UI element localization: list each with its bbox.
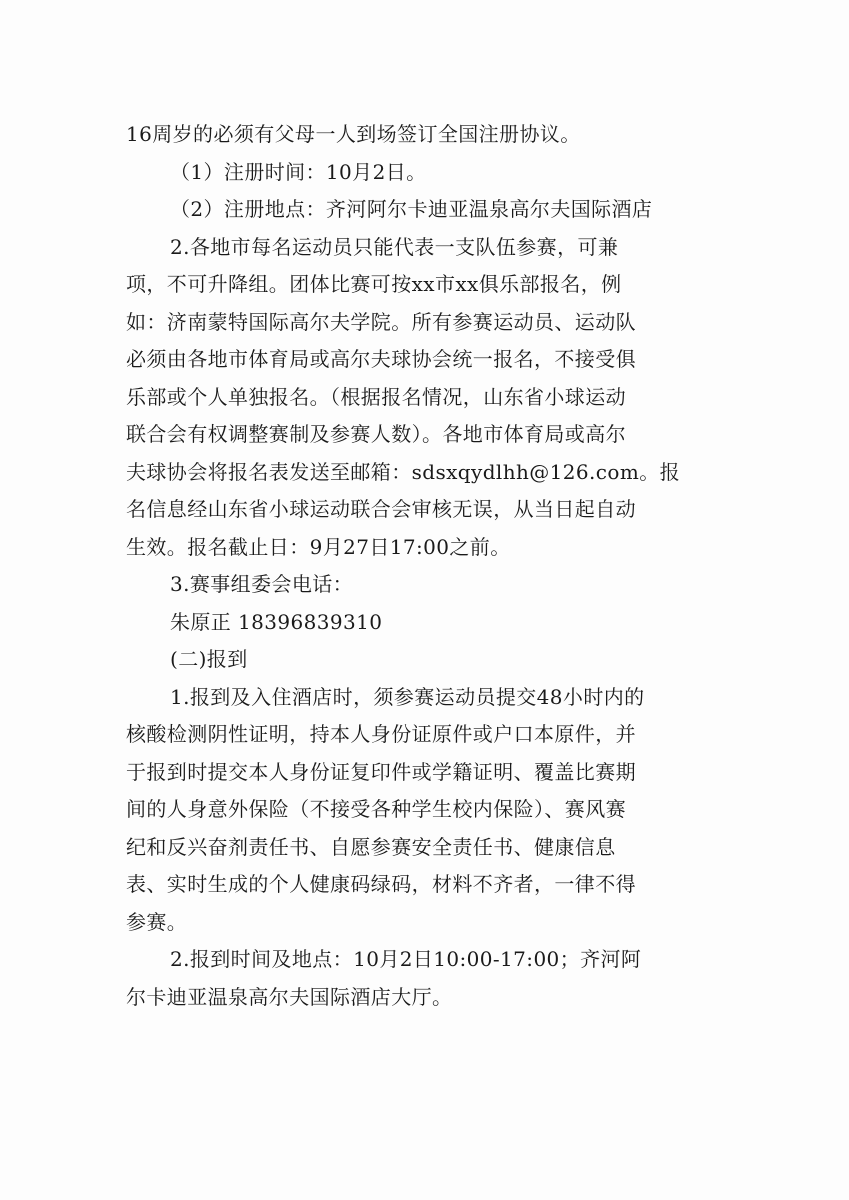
text-line: 2.报到时间及地点：10月2日10:00-17:00；齐河阿 — [170, 947, 642, 971]
text-line: 3.赛事组委会电话： — [170, 572, 354, 596]
text-line: 于报到时提交本人身份证复印件或学籍证明、覆盖比赛期 — [126, 759, 636, 784]
text-line: 如：济南蒙特国际高尔夫学院。所有参赛运动员、运动队 — [126, 309, 636, 334]
text-line: 间的人身意外保险（不接受各种学生校内保险）、赛风赛 — [126, 797, 626, 821]
text-line: 表、实时生成的个人健康码绿码，材料不齐者，一律不得 — [126, 872, 636, 896]
section-heading: (二)报到 — [170, 647, 248, 671]
text-line: 核酸检测阴性证明，持本人身份证原件或户口本原件，并 — [126, 722, 636, 746]
text-line: 朱原正 18396839310 — [170, 609, 383, 634]
text-line: 项，不可升降组。团体比赛可按xx市xx俱乐部报名，例 — [126, 272, 622, 296]
text-line: 联合会有权调整赛制及参赛人数）。各地市体育局或高尔 — [126, 422, 626, 446]
text-line: 名信息经山东省小球运动联合会审核无误，从当日起自动 — [126, 497, 636, 521]
text-line: 2.各地市每名运动员只能代表一支队伍参赛，可兼 — [170, 234, 619, 259]
text-line: 参赛。 — [126, 909, 188, 934]
text-line: （1）注册时间：10月2日。 — [170, 159, 427, 184]
text-line-email: 夫球协会将报名表发送至邮箱：sdsxqydlhh@126.com。报 — [126, 459, 681, 484]
text-line: 纪和反兴奋剂责任书、自愿参赛安全责任书、健康信息 — [126, 834, 616, 859]
text-line: 1.报到及入住酒店时，须参赛运动员提交48小时内的 — [170, 684, 645, 709]
text-line: 16周岁的必须有父母一人到场签订全国注册协议。 — [126, 122, 581, 146]
text-line: 生效。报名截止日：9月27日17:00之前。 — [126, 534, 511, 559]
document-body — [126, 116, 726, 1016]
text-line: 尔卡迪亚温泉高尔夫国际酒店大厅。 — [126, 984, 453, 1009]
text-line: 必须由各地市体育局或高尔夫球协会统一报名，不接受俱 — [126, 347, 636, 371]
text-line: （2）注册地点：齐河阿尔卡迪亚温泉高尔夫国际酒店 — [170, 197, 653, 221]
text-line: 乐部或个人单独报名。（根据报名情况，山东省小球运动 — [126, 384, 626, 409]
